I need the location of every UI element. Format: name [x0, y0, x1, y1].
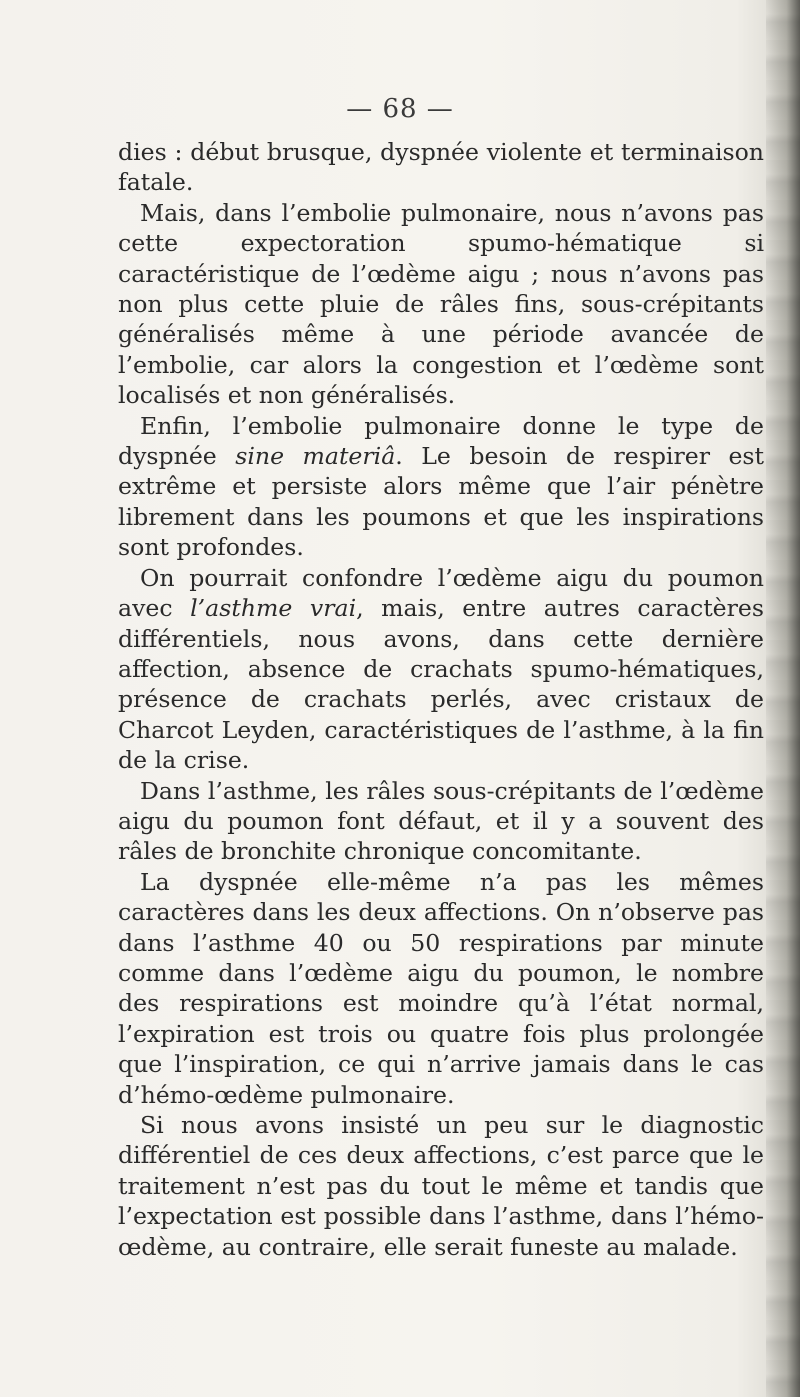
text-run: , mais, entre autres caractères différentiels, nous avons, dans cette dernière affection, absence de crachats spumo-hématiques, présence de crachats perlés, avec cristaux de Charcot Leyden, caractéristiques de l’asthme, à la fin de la crise.: [118, 594, 764, 775]
italic-phrase: sine materiâ: [235, 442, 396, 471]
paragraph: [118, 776, 764, 867]
paragraph: [118, 411, 764, 563]
paragraph: [118, 137, 764, 198]
italic-phrase: l’asthme vrai: [190, 594, 357, 623]
text-run: . Le besoin de respirer est extrême et persiste alors même que l’air pénètre librement dans les poumons et que les inspirations sont profondes.: [118, 442, 765, 562]
paragraph: [118, 867, 764, 1110]
body-text: [118, 137, 764, 1262]
text-run: Dans l’asthme, les râles sous-crépitants de l’œdème aigu du poumon font défaut, et il y a souvent des râles de bronchite chronique concomitante.: [118, 776, 764, 866]
paragraph: [118, 198, 764, 411]
text-run: On pourrait confondre l’œdème aigu du poumon avec: [118, 563, 764, 623]
text-run: Si nous avons insisté un peu sur le diagnostic différentiel de ces deux affections, c’est parce que le traitement n’est pas du tout le même et tandis que l’expectation est possible dans l’asthme, dans l’hémo-œdème, au contraire, elle serait funeste au malade.: [118, 1111, 764, 1261]
text-run: Enfin, l’embolie pulmonaire donne le type de dyspnée: [118, 411, 764, 471]
page-edge-shadow: [766, 0, 800, 1397]
paragraph: [118, 1110, 764, 1262]
paragraph: [118, 563, 764, 776]
page-number: — 68 —: [346, 94, 454, 124]
text-run: La dyspnée elle-même n’a pas les mêmes caractères dans les deux affections. On n’observe pas dans l’asthme 40 ou 50 respirations par minute comme dans l’œdème aigu du poumon, le nombre des respirations est moindre qu’à l’état normal, l’expiration est trois ou quatre fois plus prolongée que l’inspiration, ce qui n’arrive jamais dans le cas d’hémo-œdème pulmonaire.: [118, 867, 764, 1109]
text-run: dies : début brusque, dyspnée violente et terminaison fatale.: [118, 138, 764, 197]
text-run: Mais, dans l’embolie pulmonaire, nous n’avons pas cette expectoration spumo-hématique si caractéristique de l’œdème aigu ; nous n’avons pas non plus cette pluie de râles fins, sous-crépitants généralisés même à une période avancée de l’embolie, car alors la congestion et l’œdème sont localisés et non généralisés.: [118, 198, 764, 410]
